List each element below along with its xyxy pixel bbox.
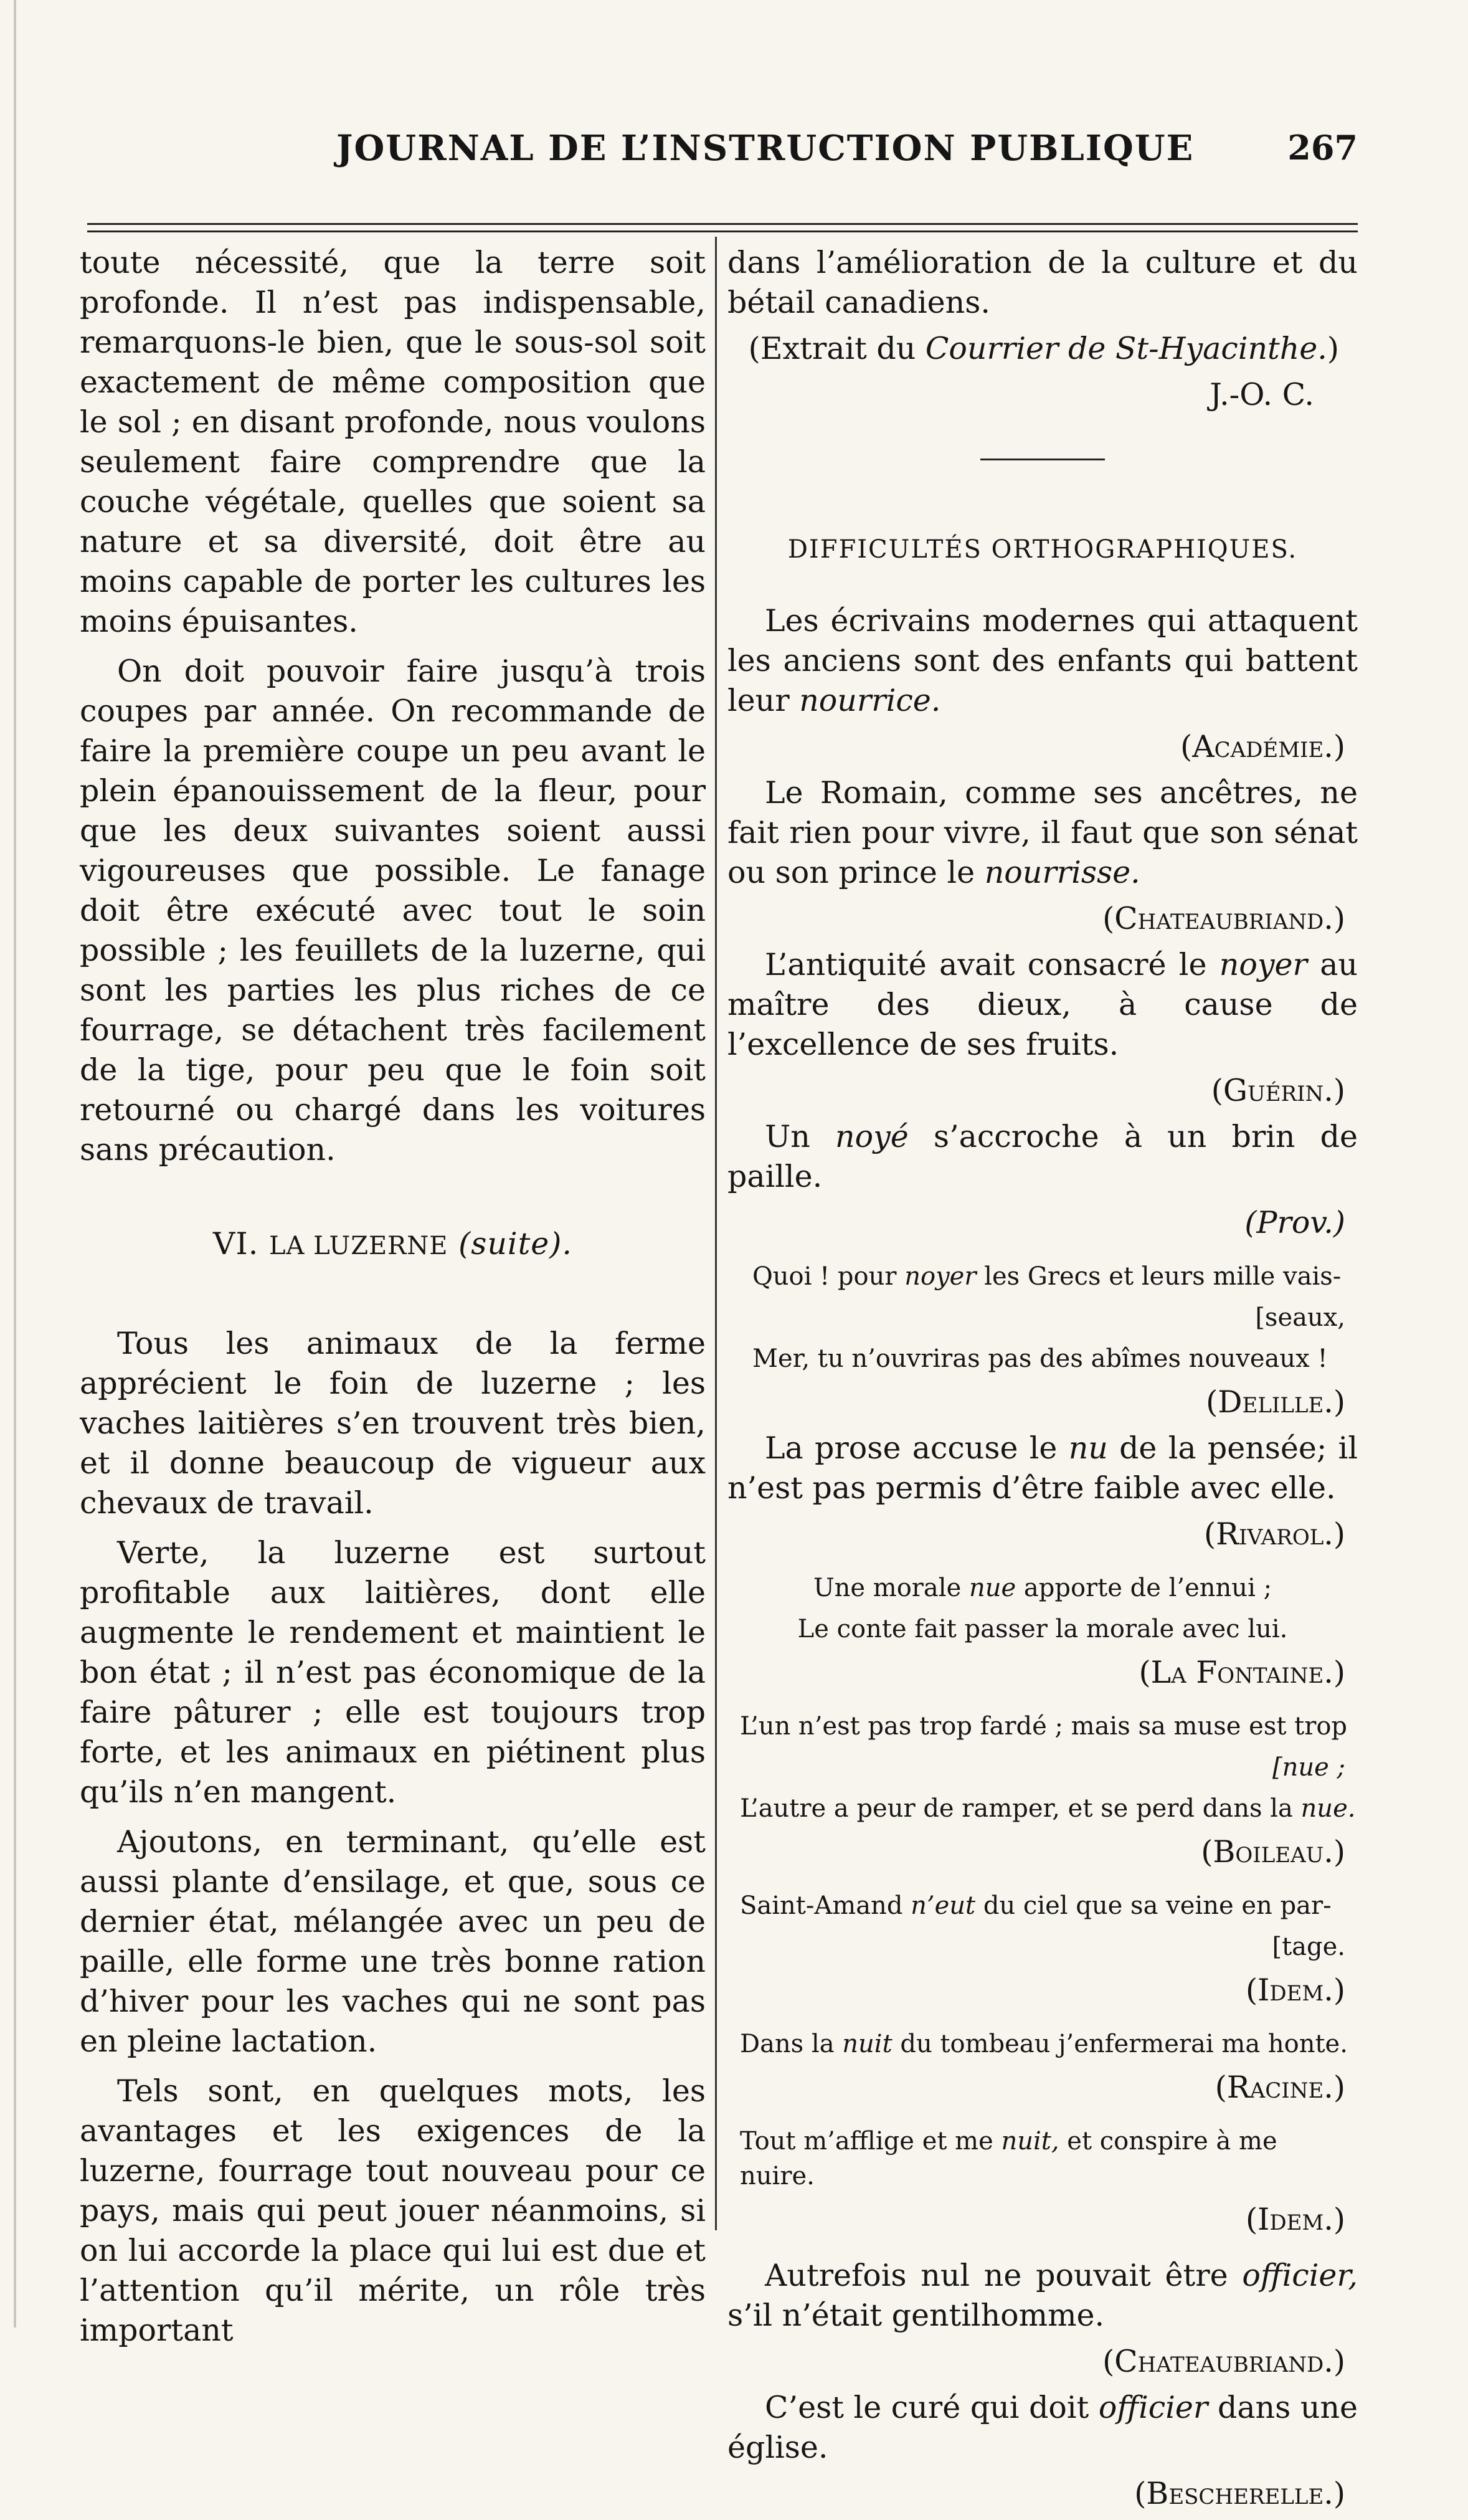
source: (Idem.) bbox=[1245, 1972, 1345, 2008]
verse-line: Le conte fait passer la morale avec lui. bbox=[797, 1615, 1288, 1643]
verse-line: Quoi ! pour noyer les Grecs et leurs mille vais- bbox=[752, 1262, 1342, 1291]
source: (Boileau.) bbox=[1201, 1834, 1345, 1870]
verse-line: L’autre a peur de ramper, et se perd dans la nue. bbox=[740, 1794, 1356, 1823]
paragraph: toute nécessité, que la terre soit profonde. Il n’est pas indispensable, remarquons-le bien, que le sous-sol soit exactement de même composition que le sol ; en disant profonde, nous voulons seulement faire comprendre que la couche végétale, quelles que soient sa nature et sa diversité, doit être au moins capable de porter les cultures les moins épuisantes. bbox=[80, 245, 706, 639]
source: (Delille.) bbox=[1206, 1384, 1345, 1420]
verse-line: Dans la nuit du tombeau j’enfermerai ma honte. bbox=[740, 2030, 1348, 2058]
paragraph: Tous les animaux de la ferme apprécient le foin de luzerne ; les vaches laitières s’en trouvent très bien, et il donne beaucoup de vigueur aux chevaux de travail. bbox=[80, 1326, 706, 1521]
header-rule-bottom bbox=[87, 231, 1358, 232]
source: (Prov.) bbox=[1244, 1205, 1345, 1240]
example: L’antiquité avait consacré le noyer au maître des dieux, à cause de l’excellence de ses fruits. bbox=[727, 947, 1358, 1062]
verse-line: Mer, tu n’ouvriras pas des abîmes nouveaux ! bbox=[752, 1344, 1328, 1373]
author-signature: J.-O. C. bbox=[1210, 377, 1314, 412]
example: Autrefois nul ne pouvait être officier, s’il n’était gentilhomme. bbox=[727, 2258, 1358, 2333]
section-heading: DIFFICULTÉS ORTHOGRAPHIQUES. bbox=[787, 535, 1298, 564]
paragraph: On doit pouvoir faire jusqu’à trois coupes par année. On recommande de faire la première coupe un peu avant le plein épanouissement de la fleur, pour que les deux suivantes soient aussi vigoureuses que possible. Le fanage doit être exécuté avec tout le soin possible ; les feuillets de la luzerne, qui sont les parties les plus riches de ce fourrage, se détachent très facilement de la tige, pour peu que le foin soit retourné ou chargé dans les voitures sans précaution. bbox=[80, 654, 706, 1167]
verse-line: Saint-Amand n’eut du ciel que sa veine en par- bbox=[740, 1891, 1332, 1920]
source: (Racine.) bbox=[1215, 2070, 1345, 2105]
source: (La Fontaine.) bbox=[1139, 1655, 1345, 1690]
header-rule-top bbox=[87, 223, 1358, 225]
source: (Chateaubriand.) bbox=[1102, 901, 1345, 936]
verse-line: L’un n’est pas trop fardé ; mais sa muse est trop bbox=[740, 1712, 1348, 1741]
example: Un noyé s’accroche à un brin de paille. bbox=[727, 1119, 1358, 1194]
paragraph: Tels sont, en quelques mots, les avantages et les exigences de la luzerne, fourrage tout nouveau pour ce pays, mais qui peut jouer néanmoins, si on lui accorde la place qui lui est due et l’attention qu’il mérite, un rôle très important bbox=[80, 2073, 706, 2348]
verse-continuation: [seaux, bbox=[1255, 1303, 1345, 1332]
verse-continuation: [tage. bbox=[1272, 1933, 1345, 1961]
verse-line: Une morale nue apporte de l’ennui ; bbox=[813, 1574, 1272, 1602]
journal-title: JOURNAL DE L’INSTRUCTION PUBLIQUE bbox=[336, 128, 1195, 169]
section-separator bbox=[980, 459, 1105, 460]
page-header bbox=[87, 128, 1358, 184]
source: (Rivarol.) bbox=[1204, 1516, 1345, 1552]
source: (Idem.) bbox=[1245, 2202, 1345, 2237]
right-column bbox=[727, 243, 1358, 2520]
column-divider bbox=[715, 237, 717, 2230]
verse-continuation: [nue ; bbox=[1272, 1753, 1345, 1782]
verse-line: Tout m’afflige et me nuit, et conspire à me nuire. bbox=[740, 2127, 1277, 2190]
example: La prose accuse le nu de la pensée; il n’est pas permis d’être faible avec elle. bbox=[727, 1430, 1358, 1506]
left-column bbox=[80, 243, 706, 2361]
paragraph: Ajoutons, en terminant, qu’elle est aussi plante d’ensilage, et que, sous ce dernier état, mélangée avec un peu de paille, elle forme une très bonne ration d’hiver pour les vaches qui ne sont pas en pleine lactation. bbox=[80, 1824, 706, 2059]
source: (Guérin.) bbox=[1211, 1073, 1345, 1108]
paragraph: Verte, la luzerne est surtout profitable aux laitières, dont elle augmente le rendement et maintient le bon état ; il n’est pas économique de la faire pâturer ; elle est toujours trop forte, et les animaux en piétinent plus qu’ils n’en mangent. bbox=[80, 1535, 706, 1810]
source: (Académie.) bbox=[1180, 729, 1345, 764]
page-margin-line bbox=[14, 0, 16, 2327]
example: Le Romain, comme ses ancêtres, ne fait rien pour vivre, il faut que son sénat ou son prince le nourrisse. bbox=[727, 775, 1358, 890]
paragraph: dans l’amélioration de la culture et du bétail canadiens. bbox=[727, 245, 1358, 320]
extract-citation: (Extrait du Courrier de St-Hyacinthe.) bbox=[748, 331, 1339, 366]
page-number: 267 bbox=[1287, 128, 1358, 168]
source: (Chateaubriand.) bbox=[1102, 2344, 1345, 2379]
source: (Bescherelle.) bbox=[1134, 2476, 1345, 2511]
section-heading: VI. LA LUZERNE (suite). bbox=[213, 1226, 572, 1262]
example: Les écrivains modernes qui attaquent les anciens sont des enfants qui battent leur nourrice. bbox=[727, 603, 1358, 718]
example: C’est le curé qui doit officier dans une église. bbox=[727, 2390, 1358, 2465]
